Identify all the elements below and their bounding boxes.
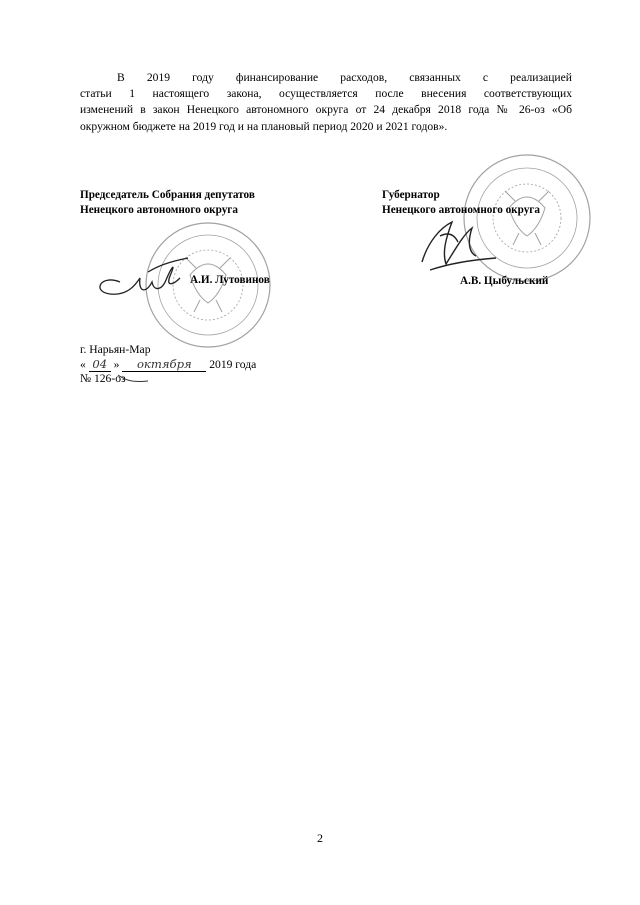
law-number: № 126-оз [80, 372, 126, 385]
date-open-quote: « [80, 358, 86, 371]
date-year: 2019 года [209, 358, 257, 371]
signing-date [80, 357, 256, 372]
right-handwritten-signature [422, 222, 496, 270]
date-day: 04 [89, 357, 111, 372]
page-number: 2 [317, 831, 323, 845]
place-of-signing: г. Нарьян-Мар [80, 343, 151, 356]
right-title-line: Губернатор [382, 189, 440, 201]
paragraph-line: статьи 1 настоящего закона, осуществляется после внесения соответствующих [80, 87, 572, 101]
paragraph-line: В 2019 году финансирование расходов, связанных с реализацией [117, 71, 572, 84]
right-signatory-name: А.В. Цыбульский [460, 275, 549, 287]
date-month: октября [122, 357, 206, 372]
left-signatory-title [80, 188, 255, 219]
left-title-line: Ненецкого автономного округа [80, 204, 238, 217]
paragraph-line: изменений в закон Ненецкого автономного округа от 24 декабря 2018 года № 26-оз «Об [80, 103, 572, 117]
left-title-line: Председатель Собрания депутатов [80, 189, 255, 201]
paragraph-line: окружном бюджете на 2019 год и на плановый период 2020 и 2021 годов». [80, 119, 448, 133]
right-title-line: Ненецкого автономного округа [382, 204, 540, 217]
left-signatory-name: А.И. Лутовинов [190, 274, 270, 286]
left-handwritten-signature [100, 258, 188, 294]
right-signatory-title [382, 188, 540, 219]
date-close-quote: » [113, 358, 120, 371]
